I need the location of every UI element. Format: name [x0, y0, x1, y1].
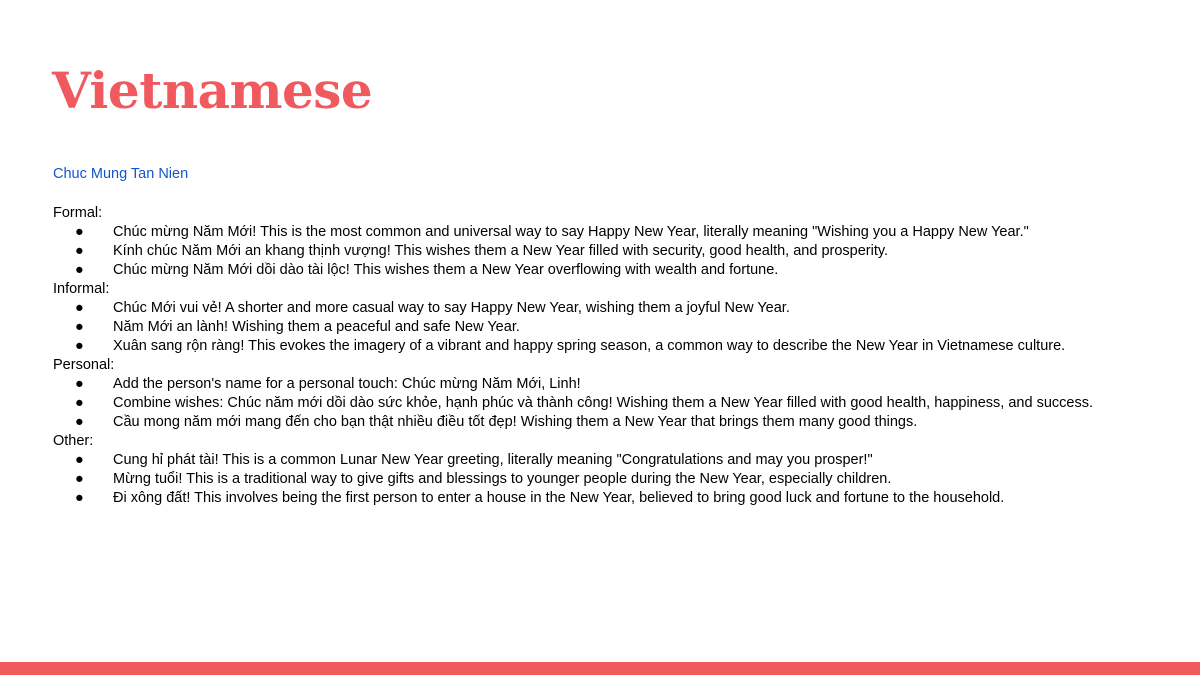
bullet-list — [53, 223, 1173, 280]
list-item — [53, 394, 1173, 413]
bullet-list — [53, 451, 1173, 508]
list-item — [53, 375, 1173, 394]
bullet-icon: ● — [75, 319, 84, 335]
section-heading: Formal: — [53, 205, 103, 221]
list-item-text: Mừng tuổi! This is a traditional way to give gifts and blessings to younger people during the New Year, especially children. — [113, 471, 892, 487]
list-item-text: Cung hỉ phát tài! This is a common Lunar New Year greeting, literally meaning "Congratulations and may you prosper!" — [113, 452, 873, 468]
section-heading: Informal: — [53, 281, 110, 297]
list-item — [53, 451, 1173, 470]
section-formal — [53, 204, 1173, 280]
list-item — [53, 489, 1173, 508]
list-item — [53, 261, 1173, 280]
bullet-icon: ● — [75, 300, 84, 316]
subtitle-link[interactable]: Chuc Mung Tan Nien — [53, 166, 189, 182]
bullet-list — [53, 375, 1173, 432]
bullet-icon: ● — [75, 452, 84, 468]
list-item-text: Kính chúc Năm Mới an khang thịnh vượng! This wishes them a New Year filled with security, good health, and prosperity. — [113, 243, 889, 259]
section-heading: Personal: — [53, 357, 115, 373]
bullet-icon: ● — [75, 243, 84, 259]
bullet-icon: ● — [75, 414, 84, 430]
bullet-icon: ● — [75, 376, 84, 392]
list-item-text: Cầu mong năm mới mang đến cho bạn thật nhiều điều tốt đẹp! Wishing them a New Year that brings them many good things. — [113, 414, 918, 430]
list-item — [53, 337, 1173, 356]
bullet-icon: ● — [75, 395, 84, 411]
bottom-accent-bar — [0, 662, 1200, 675]
bullet-icon: ● — [75, 262, 84, 278]
list-item-text: Xuân sang rộn ràng! This evokes the imagery of a vibrant and happy spring season, a common way to describe the New Year in Vietnamese culture. — [113, 338, 1066, 354]
list-item-text: Đi xông đất! This involves being the first person to enter a house in the New Year, believed to bring good luck and fortune to the household. — [113, 490, 1005, 506]
bullet-icon: ● — [75, 471, 84, 487]
bullet-list — [53, 299, 1173, 356]
list-item — [53, 470, 1173, 489]
list-item-text: Chúc mừng Năm Mới dồi dào tài lộc! This wishes them a New Year overflowing with wealth and fortune. — [113, 262, 779, 278]
slide-content — [53, 204, 1173, 508]
bullet-icon: ● — [75, 338, 84, 354]
section-other — [53, 432, 1173, 508]
list-item-text: Add the person's name for a personal touch: Chúc mừng Năm Mới, Linh! — [113, 376, 581, 392]
bullet-icon: ● — [75, 490, 84, 506]
list-item — [53, 318, 1173, 337]
bullet-icon: ● — [75, 224, 84, 240]
list-item-text: Năm Mới an lành! Wishing them a peaceful and safe New Year. — [113, 319, 520, 335]
slide-title: Vietnamese — [52, 61, 373, 120]
list-item-text: Combine wishes: Chúc năm mới dồi dào sức khỏe, hạnh phúc và thành công! Wishing them a New Year filled with good health, happiness, and success. — [113, 395, 1093, 411]
list-item — [53, 223, 1173, 242]
section-informal — [53, 280, 1173, 356]
list-item — [53, 242, 1173, 261]
list-item-text: Chúc Mới vui vẻ! A shorter and more casual way to say Happy New Year, wishing them a joyful New Year. — [113, 300, 790, 316]
section-heading: Other: — [53, 433, 94, 449]
section-personal — [53, 356, 1173, 432]
list-item — [53, 299, 1173, 318]
list-item-text: Chúc mừng Năm Mới! This is the most common and universal way to say Happy New Year, literally meaning "Wishing you a Happy New Year." — [113, 224, 1029, 240]
list-item — [53, 413, 1173, 432]
